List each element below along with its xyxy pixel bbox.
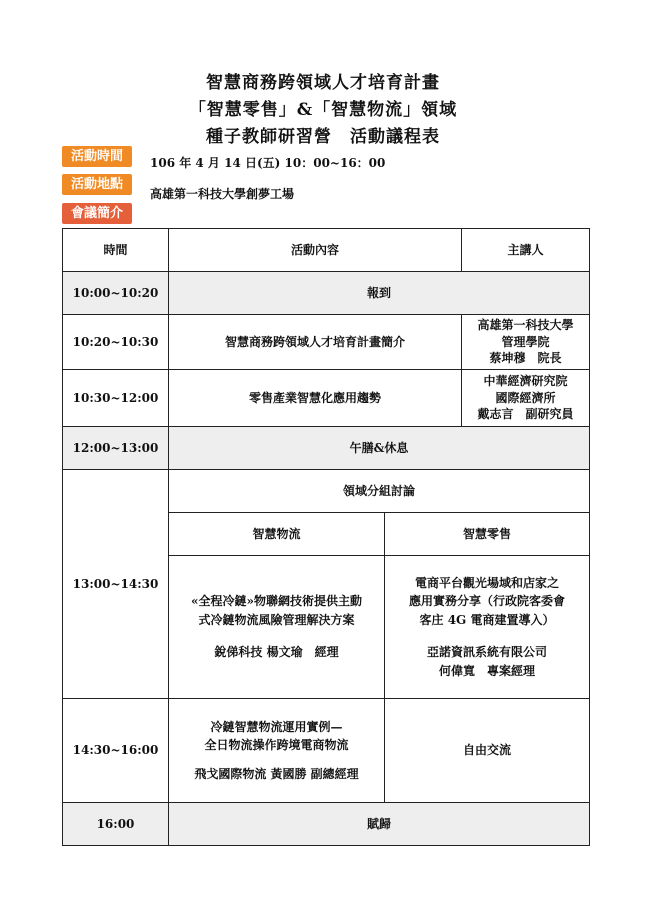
track-retail-header: 智慧零售: [384, 512, 590, 556]
header-content: 活動內容: [168, 228, 462, 272]
title-line-3: 種子教師研習營 活動議程表: [206, 127, 440, 147]
row-time: 16:00: [62, 802, 169, 846]
title-line-2: 「智慧零售」&「智慧物流」領域: [188, 100, 458, 120]
row-time: 10:20~10:30: [62, 314, 169, 370]
row-time: 14:30~16:00: [62, 698, 169, 803]
row-speaker: [461, 369, 590, 427]
session-speaker: 亞諾資訊系統有限公司: [426, 645, 547, 660]
speaker-line: 國際經濟所: [495, 390, 556, 405]
logistics-session: [168, 555, 385, 699]
row-content: 報到: [168, 271, 590, 315]
row-time: 12:00~13:00: [62, 426, 169, 470]
session-title-line: 全日物流操作跨境電商物流: [204, 738, 349, 753]
free-exchange: 自由交流: [384, 698, 590, 803]
session-speaker: 飛戈國際物流 黃國勝 副總經理: [194, 766, 359, 781]
session-title-line: 客庄 4G 電商建置導入）: [419, 612, 555, 627]
speaker-line: 中華經濟研究院: [483, 373, 568, 388]
retail-session: [384, 555, 590, 699]
session-title-line: 式冷鏈物流風險管理解決方案: [198, 612, 355, 627]
row-content: 賦歸: [168, 802, 590, 846]
event-datetime: 106 年 4 月 14 日(五) 10：00~16：00: [150, 156, 386, 170]
session-title-line: 電商平台觀光場域和店家之: [414, 575, 559, 590]
group-discussion-header: 領域分組討論: [168, 469, 590, 513]
row-content: 智慧商務跨領域人才培育計畫簡介: [168, 314, 462, 370]
track-logistics-header: 智慧物流: [168, 512, 385, 556]
session-speaker: 銳俤科技 楊文瑜 經理: [214, 645, 339, 660]
row-time: 10:30~12:00: [62, 369, 169, 427]
session-title-line: 應用實務分享（行政院客委會: [408, 594, 565, 609]
row-content: 午膳&休息: [168, 426, 590, 470]
row-content: 零售產業智慧化應用趨勢: [168, 369, 462, 427]
session-title-line: «全程冷鏈»物聯網技術提供主動: [190, 594, 362, 609]
title-line-1: 智慧商務跨領域人才培育計畫: [206, 73, 440, 93]
speaker-line: 蔡坤穆 院長: [489, 351, 562, 366]
row-speaker: [461, 314, 590, 370]
row-time: 10:00~10:20: [62, 271, 169, 315]
session-title-line: 冷鏈智慧物流運用實例—: [210, 719, 343, 734]
header-time: 時間: [62, 228, 169, 272]
activity-location-badge: 活動地點: [62, 174, 132, 195]
header-speaker: 主講人: [461, 228, 590, 272]
speaker-line: 戴志言 副研究員: [477, 407, 574, 422]
speaker-line: 高雄第一科技大學: [477, 317, 574, 332]
logistics-session: [168, 698, 385, 803]
session-speaker: 何偉寬 專案經理: [438, 663, 535, 678]
row-time: 13:00~14:30: [62, 469, 169, 699]
meeting-intro-badge: 會議簡介: [62, 203, 132, 224]
speaker-line: 管理學院: [501, 334, 550, 349]
event-venue: 高雄第一科技大學創夢工場: [150, 187, 295, 201]
activity-time-badge: 活動時間: [62, 146, 132, 167]
